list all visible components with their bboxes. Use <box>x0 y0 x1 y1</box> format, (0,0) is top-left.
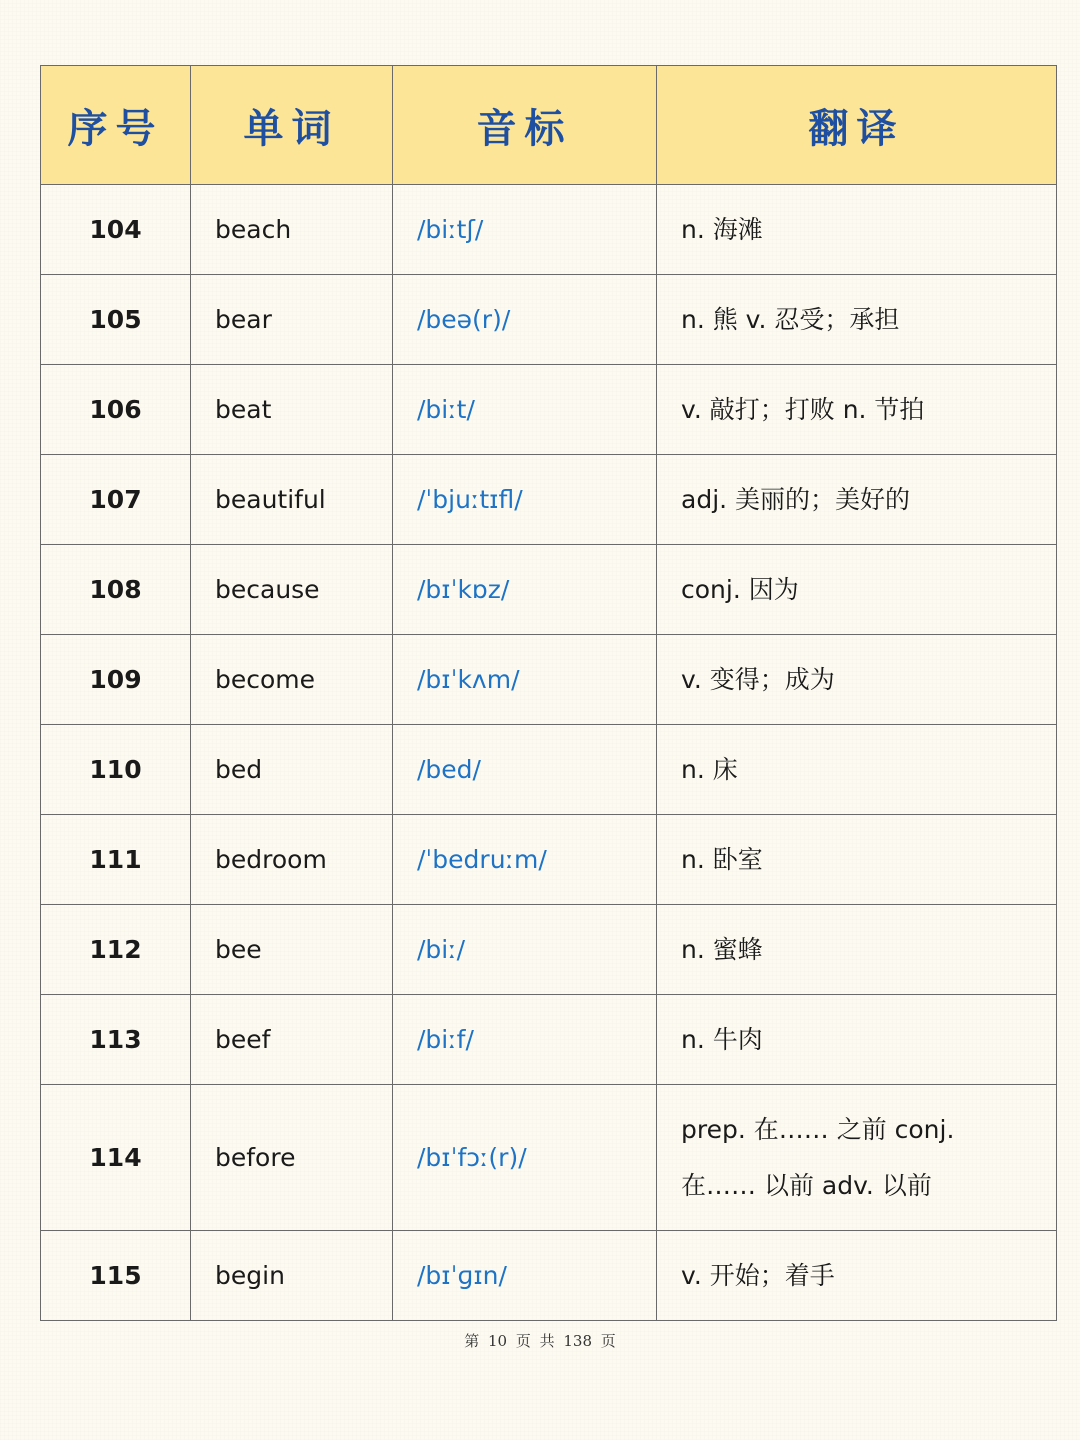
table-body <box>41 185 1057 1321</box>
row-word: beach <box>191 185 393 275</box>
table-row <box>41 545 1057 635</box>
header-phonetic: 音标 <box>393 66 657 185</box>
row-word: before <box>191 1085 393 1231</box>
table-row <box>41 455 1057 545</box>
row-phonetic: /biːf/ <box>393 995 657 1085</box>
row-word: bee <box>191 905 393 995</box>
row-word: bear <box>191 275 393 365</box>
row-word: begin <box>191 1231 393 1321</box>
row-translation: adj. 美丽的；美好的 <box>657 455 1057 545</box>
row-phonetic: /biː/ <box>393 905 657 995</box>
row-number: 112 <box>41 905 191 995</box>
row-translation: v. 变得；成为 <box>657 635 1057 725</box>
row-translation: n. 床 <box>657 725 1057 815</box>
row-phonetic: /biːt/ <box>393 365 657 455</box>
row-word: because <box>191 545 393 635</box>
row-number: 106 <box>41 365 191 455</box>
row-translation: v. 敲打；打败 n. 节拍 <box>657 365 1057 455</box>
row-phonetic: /bɪˈɡɪn/ <box>393 1231 657 1321</box>
table-header <box>41 66 1057 185</box>
row-number: 108 <box>41 545 191 635</box>
row-phonetic: /bɪˈfɔː(r)/ <box>393 1085 657 1231</box>
row-phonetic: /bɪˈkʌm/ <box>393 635 657 725</box>
row-word: beat <box>191 365 393 455</box>
row-word: become <box>191 635 393 725</box>
row-word: beef <box>191 995 393 1085</box>
row-phonetic: /bɪˈkɒz/ <box>393 545 657 635</box>
row-number: 111 <box>41 815 191 905</box>
header-translation: 翻译 <box>657 66 1057 185</box>
row-translation: conj. 因为 <box>657 545 1057 635</box>
row-phonetic: /biːtʃ/ <box>393 185 657 275</box>
row-phonetic: /beə(r)/ <box>393 275 657 365</box>
row-translation: n. 蜜蜂 <box>657 905 1057 995</box>
header-row <box>41 66 1057 185</box>
row-word: bed <box>191 725 393 815</box>
table-row <box>41 995 1057 1085</box>
row-number: 109 <box>41 635 191 725</box>
row-word: bedroom <box>191 815 393 905</box>
row-translation: n. 海滩 <box>657 185 1057 275</box>
row-translation: n. 牛肉 <box>657 995 1057 1085</box>
header-word: 单词 <box>191 66 393 185</box>
table-row <box>41 185 1057 275</box>
row-number: 113 <box>41 995 191 1085</box>
row-translation: v. 开始；着手 <box>657 1231 1057 1321</box>
vocabulary-table <box>40 65 1057 1321</box>
header-number: 序号 <box>41 66 191 185</box>
table-row <box>41 905 1057 995</box>
table-row <box>41 1231 1057 1321</box>
row-number: 105 <box>41 275 191 365</box>
row-number: 110 <box>41 725 191 815</box>
row-number: 104 <box>41 185 191 275</box>
row-translation: prep. 在…… 之前 conj. 在…… 以前 adv. 以前 <box>657 1085 1057 1231</box>
table-row <box>41 365 1057 455</box>
table-row <box>41 275 1057 365</box>
row-number: 107 <box>41 455 191 545</box>
table-row <box>41 635 1057 725</box>
table-row <box>41 815 1057 905</box>
row-number: 114 <box>41 1085 191 1231</box>
row-phonetic: /ˈbjuːtɪfl/ <box>393 455 657 545</box>
row-translation: n. 卧室 <box>657 815 1057 905</box>
table-row <box>41 725 1057 815</box>
row-word: beautiful <box>191 455 393 545</box>
page-footer: 第 10 页 共 138 页 <box>464 1332 616 1350</box>
row-translation: n. 熊 v. 忍受；承担 <box>657 275 1057 365</box>
table-row <box>41 1085 1057 1231</box>
row-number: 115 <box>41 1231 191 1321</box>
row-phonetic: /bed/ <box>393 725 657 815</box>
row-phonetic: /ˈbedruːm/ <box>393 815 657 905</box>
